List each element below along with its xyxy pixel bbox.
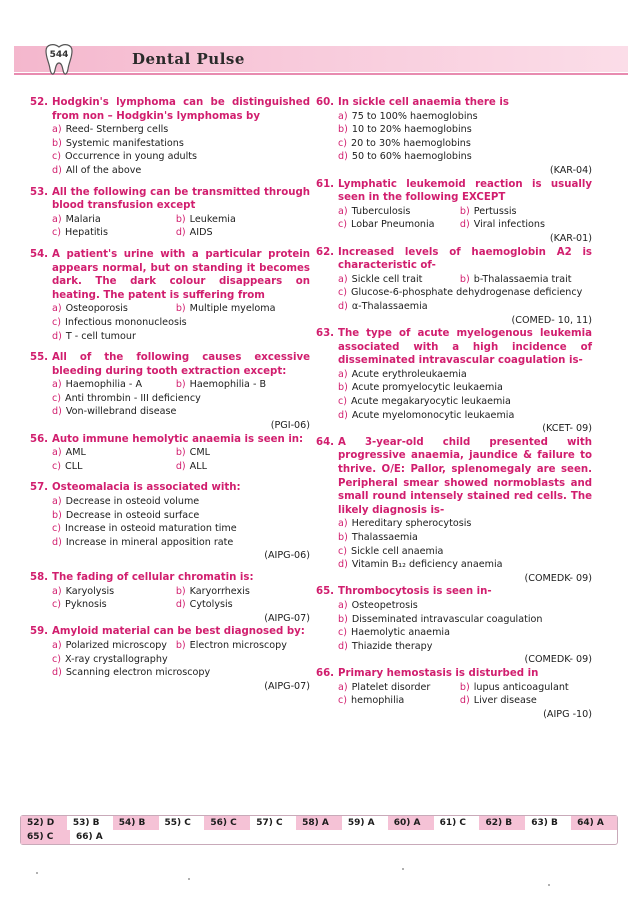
answer-cell: 53) B [72, 818, 100, 828]
option-item [52, 666, 310, 680]
option-letter: c) [52, 392, 62, 404]
question-text: Primary hemostasis is disturbed in [338, 667, 539, 679]
option-text: Pyknosis [65, 599, 107, 611]
option-list [30, 639, 310, 680]
option-item [176, 226, 300, 240]
question-stem [316, 585, 592, 599]
option-text: Polarized microscopy [65, 639, 167, 651]
option-text: CML [189, 447, 210, 459]
option-text: Haemophilia - A [65, 379, 143, 391]
option-letter: a) [52, 496, 62, 508]
option-item [338, 613, 592, 627]
option-item [338, 531, 592, 545]
scan-speck [548, 884, 550, 886]
exam-source: (COMEDK- 09) [524, 572, 592, 584]
option-letter: d) [175, 460, 186, 472]
option-text: Tuberculosis [351, 205, 411, 217]
scan-speck [36, 872, 38, 874]
option-letter: c) [338, 137, 348, 149]
question-number: 52. [30, 97, 49, 108]
option-text: Disseminated intravascular coagulation [351, 613, 543, 625]
answer-cell: 57) C [256, 818, 283, 828]
question-66 [316, 667, 592, 721]
option-item [460, 273, 582, 287]
question-stem [316, 436, 592, 518]
exam-source: (AIPG-07) [264, 612, 310, 624]
option-letter: b) [338, 613, 348, 625]
option-text: 75 to 100% haemoglobins [351, 110, 478, 122]
option-list [30, 213, 310, 240]
option-item [52, 653, 310, 667]
option-letter: a) [338, 273, 348, 285]
option-text: 20 to 30% haemoglobins [351, 137, 471, 149]
option-item [338, 300, 592, 314]
option-text: Scanning electron microscopy [65, 667, 211, 679]
option-item [52, 226, 176, 240]
answer-row-1 [21, 816, 617, 830]
option-item [176, 598, 300, 612]
option-list [30, 302, 310, 343]
option-item [338, 545, 592, 559]
question-number: 58. [30, 572, 49, 583]
option-item [176, 213, 300, 227]
option-text: Von-willebrand disease [65, 406, 177, 418]
option-text: hemophilia [351, 695, 405, 707]
option-item [338, 150, 592, 164]
question-stem [316, 178, 592, 205]
question-number: 56. [30, 433, 49, 445]
option-letter: a) [338, 518, 348, 530]
question-text: A 3-year-old child presented with progressive anaemia, jaundice & failure to thrive. O/E: Pallor, splenomegaly are seen. Peripheral smear showed normoblasts and small round intensely stained red cells. The likely diagnosis is- [338, 436, 592, 516]
option-list [30, 123, 310, 177]
question-56 [30, 433, 310, 474]
option-item [52, 639, 176, 653]
exam-source: (PGI-06) [270, 420, 310, 432]
question-64 [316, 436, 592, 586]
option-text: Thiazide therapy [351, 640, 433, 652]
question-stem [30, 625, 310, 639]
option-item [52, 302, 176, 316]
option-text: Hepatitis [65, 227, 108, 239]
option-list [316, 273, 592, 314]
option-letter: d) [338, 409, 348, 421]
option-text: b-Thalassaemia trait [473, 273, 572, 285]
question-57 [30, 481, 310, 563]
option-letter: c) [52, 316, 62, 328]
question-text: Osteomalacia is associated with: [52, 482, 241, 494]
question-stem [316, 246, 592, 273]
option-letter: c) [52, 523, 62, 535]
option-text: Leukemia [189, 213, 236, 225]
option-text: Reed- Sternberg cells [65, 124, 169, 136]
option-text: Platelet disorder [351, 681, 431, 693]
exam-source: (KAR-01) [549, 232, 592, 244]
option-letter: c) [338, 287, 348, 299]
option-letter: c) [338, 219, 348, 231]
question-stem [30, 481, 310, 495]
option-text: Haemophilia - B [189, 379, 267, 391]
option-text: 50 to 60% haemoglobins [351, 151, 472, 163]
exam-source: (AIPG -10) [543, 708, 592, 720]
option-text: Sickle cell anaemia [351, 545, 444, 557]
exam-source: (KAR-04) [549, 164, 592, 176]
question-61 [316, 178, 592, 246]
option-item [52, 585, 176, 599]
option-item [338, 395, 592, 409]
question-number: 54. [30, 248, 49, 260]
answer-cell: 61) C [439, 818, 466, 828]
question-number: 59. [30, 626, 49, 638]
question-text: All of the following causes excessive bleeding during tooth extraction except: [52, 352, 310, 377]
option-letter: d) [52, 330, 62, 342]
option-list [316, 599, 592, 653]
exam-source: (KCET- 09) [542, 423, 592, 435]
option-text: Karyorrhexis [189, 585, 250, 597]
option-item [338, 409, 592, 423]
option-item [338, 626, 592, 640]
question-number: 62. [316, 246, 335, 258]
option-item [176, 585, 300, 599]
answer-row-2 [21, 830, 617, 844]
answer-key [20, 815, 618, 845]
option-text: Anti thrombin - III deficiency [65, 392, 201, 404]
question-stem [30, 248, 310, 302]
option-letter: c) [338, 695, 348, 707]
answer-cell: 63) B [531, 818, 558, 828]
question-text: Auto immune hemolytic anaemia is seen in: [52, 433, 304, 445]
option-item [338, 599, 592, 613]
option-text: X-ray crystallography [65, 653, 168, 665]
option-item [176, 460, 300, 474]
question-text: All the following can be transmitted through blood transfusion except [52, 186, 310, 212]
exam-source: (COMED- 10, 11) [511, 314, 592, 326]
option-text: lupus anticoagulant [473, 681, 569, 693]
option-letter: b) [52, 509, 62, 521]
question-text: A patient's urine with a particular protein appears normal, but on standing it becomes dark. The dark colour disappears on heating. The patent is suffering from [52, 248, 310, 301]
option-letter: a) [338, 599, 348, 611]
question-65 [316, 585, 592, 667]
option-text: Decrease in osteoid volume [65, 496, 200, 508]
answer-cell: 54) B [113, 816, 159, 830]
option-text: CLL [65, 460, 83, 472]
option-text: Decrease in osteoid surface [65, 509, 200, 521]
option-letter: b) [338, 382, 348, 394]
option-text: Osteoporosis [65, 303, 128, 315]
question-63 [316, 327, 592, 436]
option-text: Systemic manifestations [65, 137, 184, 149]
question-60 [316, 96, 592, 178]
answer-cell: 52) D [21, 816, 67, 830]
option-letter: d) [52, 667, 62, 679]
option-text: Thalassaemia [351, 532, 418, 543]
option-text: ALL [189, 460, 207, 472]
option-list [316, 205, 592, 232]
option-text: Malaria [65, 213, 101, 225]
option-text: α-Thalassaemia [351, 300, 428, 312]
answer-cell: 55) C [164, 818, 191, 828]
question-number: 60. [316, 97, 335, 108]
tooth-icon [42, 42, 76, 78]
option-item [460, 681, 582, 695]
answer-cell: 66) A [76, 832, 103, 842]
option-letter: b) [338, 532, 348, 543]
question-number: 57. [30, 482, 49, 494]
option-letter: b) [175, 213, 186, 225]
option-text: Electron microscopy [189, 639, 287, 651]
question-number: 55. [30, 352, 49, 364]
question-text: The type of acute myelogenous leukemia associated with a high incidence of disseminated intravascular coagulation is- [338, 328, 592, 367]
option-list [30, 446, 310, 473]
option-text: AIDS [189, 227, 213, 239]
question-62 [316, 246, 592, 328]
scan-speck [188, 878, 190, 880]
question-53 [30, 186, 310, 240]
option-text: Viral infections [473, 219, 545, 231]
option-item [460, 205, 582, 219]
question-number: 63. [316, 328, 335, 340]
option-letter: b) [52, 137, 62, 149]
option-text: 10 to 20% haemoglobins [351, 124, 472, 136]
option-text: Infectious mononucleosis [65, 316, 187, 328]
option-letter: d) [338, 151, 348, 163]
option-text: Sickle cell trait [351, 273, 423, 285]
question-stem [316, 96, 592, 110]
option-item [338, 286, 592, 300]
option-letter: d) [338, 559, 348, 571]
option-letter: a) [52, 213, 62, 225]
option-letter: d) [52, 164, 62, 176]
question-number: 53. [30, 186, 49, 198]
question-stem [30, 96, 310, 123]
exam-source: (AIPG-06) [264, 550, 310, 562]
option-letter: d) [52, 406, 62, 418]
option-item [52, 495, 310, 509]
option-item [52, 213, 176, 227]
question-text: Lymphatic leukemoid reaction is usually seen in the following EXCEPT [338, 178, 592, 204]
option-letter: b) [459, 273, 470, 285]
question-text: The fading of cellular chromatin is: [52, 572, 254, 583]
option-letter: c) [52, 151, 62, 163]
option-item [338, 694, 460, 708]
option-item [52, 522, 310, 536]
question-number: 64. [316, 436, 335, 448]
option-letter: a) [338, 205, 348, 217]
option-text: Increase in mineral apposition rate [65, 536, 234, 548]
exam-source: (AIPG-07) [264, 680, 310, 692]
option-item [52, 460, 176, 474]
option-text: Occurrence in young adults [65, 151, 198, 163]
option-letter: c) [338, 545, 348, 557]
option-text: Acute myelomonocytic leukaemia [351, 409, 515, 421]
option-letter: a) [52, 447, 62, 459]
option-letter: b) [175, 585, 186, 597]
option-letter: b) [175, 303, 186, 315]
option-list [30, 585, 310, 612]
option-text: Increase in osteoid maturation time [65, 523, 237, 535]
question-58 [30, 571, 310, 625]
question-stem [30, 571, 310, 585]
option-letter: d) [459, 695, 470, 707]
option-letter: b) [175, 379, 186, 391]
question-stem [30, 186, 310, 213]
answer-cell: 62) B [479, 816, 525, 830]
option-item [338, 218, 460, 232]
option-item [338, 681, 460, 695]
option-item [176, 446, 300, 460]
question-text: In sickle cell anaemia there is [338, 97, 509, 108]
option-letter: b) [338, 124, 348, 136]
option-item [460, 218, 582, 232]
option-text: AML [65, 447, 86, 459]
option-letter: a) [338, 110, 348, 122]
option-item [338, 137, 592, 151]
option-item [52, 392, 310, 406]
option-text: Cytolysis [189, 599, 233, 611]
option-text: Multiple myeloma [189, 303, 276, 315]
option-letter: c) [52, 653, 62, 665]
option-item [52, 150, 310, 164]
header-band [14, 46, 628, 72]
left-column [30, 96, 310, 693]
option-item [52, 330, 310, 344]
option-item [52, 405, 310, 419]
option-item [176, 378, 300, 392]
option-list [316, 517, 592, 571]
option-text: Acute promyelocytic leukaemia [351, 382, 503, 394]
option-letter: a) [52, 379, 62, 391]
option-text: Vitamin B₁₂ deficiency anaemia [351, 559, 503, 571]
option-item [52, 509, 310, 523]
option-letter: a) [52, 303, 62, 315]
option-letter: c) [52, 227, 62, 239]
option-text: Liver disease [473, 695, 537, 707]
question-text: Thrombocytosis is seen in- [338, 586, 492, 598]
option-letter: b) [459, 205, 470, 217]
option-item [338, 381, 592, 395]
option-text: Acute megakaryocytic leukaemia [351, 396, 511, 408]
exam-source: (COMEDK- 09) [524, 654, 592, 666]
option-item [338, 368, 592, 382]
option-text: Lobar Pneumonia [351, 219, 435, 231]
question-text: Amyloid material can be best diagnosed by: [52, 626, 305, 638]
option-item [52, 446, 176, 460]
option-letter: c) [52, 460, 62, 472]
option-letter: d) [175, 227, 186, 239]
brand-title: Dental Pulse [132, 50, 245, 68]
question-stem [30, 433, 310, 447]
question-number: 65. [316, 586, 335, 598]
answer-cell: 59) A [347, 818, 375, 828]
option-list [316, 110, 592, 164]
option-item [52, 316, 310, 330]
option-list [316, 368, 592, 422]
option-item [52, 378, 176, 392]
answer-cell: 65) C [21, 830, 70, 844]
question-number: 66. [316, 667, 335, 679]
option-item [460, 694, 582, 708]
option-letter: d) [52, 536, 62, 548]
option-item [338, 517, 592, 531]
question-55 [30, 351, 310, 433]
option-letter: d) [338, 300, 348, 312]
option-item [52, 598, 176, 612]
question-text: Hodgkin's lymphoma can be distinguished from non – Hodgkin's lymphomas by [52, 97, 310, 122]
question-text: Increased levels of haemoglobin A2 is characteristic of- [338, 246, 592, 272]
option-letter: c) [52, 599, 62, 611]
option-text: Osteopetrosis [351, 599, 418, 611]
option-text: T - cell tumour [65, 330, 136, 342]
option-text: Karyolysis [65, 585, 115, 597]
question-59 [30, 625, 310, 693]
right-column [316, 96, 592, 721]
option-item [338, 640, 592, 654]
option-letter: a) [338, 681, 348, 693]
option-letter: b) [175, 639, 186, 651]
option-item [52, 123, 310, 137]
option-letter: b) [175, 447, 186, 459]
option-list [30, 495, 310, 549]
question-stem [316, 327, 592, 368]
option-letter: d) [338, 640, 348, 652]
option-item [338, 110, 592, 124]
option-list [30, 378, 310, 419]
option-letter: a) [52, 124, 62, 136]
option-text: Hereditary spherocytosis [351, 518, 472, 530]
option-item [52, 137, 310, 151]
option-text: Acute erythroleukaemia [351, 368, 467, 380]
option-list [316, 681, 592, 708]
option-item [338, 123, 592, 137]
option-letter: a) [338, 368, 348, 380]
option-item [338, 558, 592, 572]
option-item [338, 273, 460, 287]
option-letter: d) [459, 219, 470, 231]
question-52 [30, 96, 310, 178]
answer-cell: 56) C [204, 816, 250, 830]
option-text: Haemolytic anaemia [351, 627, 450, 639]
page-number: 544 [49, 50, 69, 60]
option-item [52, 536, 310, 550]
option-letter: c) [338, 627, 348, 639]
option-letter: b) [459, 681, 470, 693]
answer-cell: 58) A [296, 816, 342, 830]
option-text: Glucose-6-phosphate dehydrogenase deficiency [351, 287, 583, 299]
option-item [176, 302, 300, 316]
scan-speck [402, 868, 404, 870]
question-number: 61. [316, 178, 335, 190]
option-item [52, 164, 310, 178]
option-letter: c) [338, 396, 348, 408]
option-item [338, 205, 460, 219]
answer-cell: 64) A [571, 816, 617, 830]
option-letter: d) [175, 599, 186, 611]
option-text: All of the above [65, 164, 142, 176]
question-stem [30, 351, 310, 378]
option-item [176, 639, 300, 653]
answer-cell: 60) A [388, 816, 434, 830]
header-rule [14, 73, 628, 75]
option-text: Pertussis [473, 205, 517, 217]
question-stem [316, 667, 592, 681]
question-54 [30, 248, 310, 343]
option-letter: a) [52, 639, 62, 651]
option-letter: a) [52, 585, 62, 597]
